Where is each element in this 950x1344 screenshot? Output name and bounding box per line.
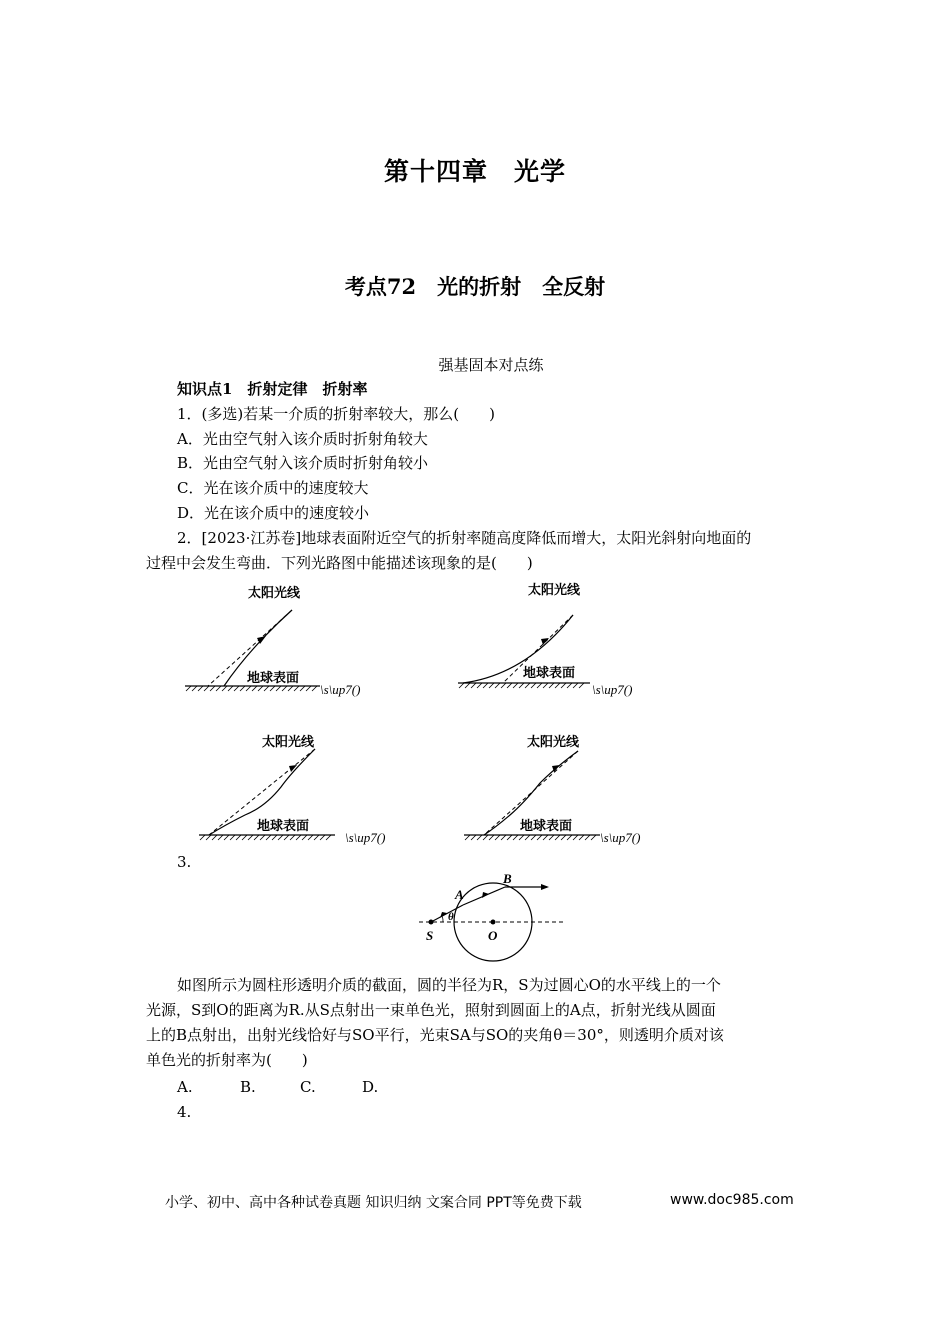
q1-option-b: B．光由空气射入该介质时折射角较小 [177,454,429,472]
q3-number: 3. [177,853,192,871]
label-a: A [455,887,464,902]
earth-surface-label: 地球表面 [257,819,310,834]
q2-option-c-placeholder: \s\up7() [345,830,386,845]
incident-ray [431,905,463,922]
q3-option-c: C. [300,1078,316,1096]
section-title: 强基固本对点练 [438,356,544,374]
q3-option-a: A. [177,1078,193,1096]
q1-option-d: D．光在该介质中的速度较小 [177,504,370,522]
topic-title: 考点72 光的折射 全反射 [344,274,606,299]
q1-option-c: C．光在该介质中的速度较大 [177,479,369,497]
label-b: B [503,872,512,886]
knowledge-point-heading: 知识点1 折射定律 折射率 [177,380,368,398]
q3-option-b: B. [240,1078,256,1096]
q2-stem-line1: 2．[2023·江苏卷]地球表面附近空气的折射率随高度降低而增大，太阳光斜射向地面的 [177,529,752,547]
sun-ray-label: 太阳光线 [527,735,580,750]
label-theta: θ [448,911,454,923]
sun-ray-label: 太阳光线 [248,586,301,601]
q2-diagram-b [455,575,605,690]
q2-diagram-a [180,578,330,693]
earth-surface-label: 地球表面 [520,819,573,834]
chapter-title: 第十四章 光学 [383,157,566,186]
q2-option-b-placeholder: \s\up7() [592,682,633,697]
sun-ray-label: 太阳光线 [262,735,315,750]
footer-text: 小学、初中、高中各种试卷真题 知识归纳 文案合同 PPT等免费下载 [165,1195,582,1211]
q2-option-d-placeholder: \s\up7() [600,830,641,845]
q3-circle-diagram [415,872,575,962]
q3-text-line1: 如图所示为圆柱形透明介质的截面，圆的半径为R，S为过圆心O的水平线上的一个 [177,976,721,994]
q3-option-d: D. [362,1078,379,1096]
q1-stem: 1．(多选)若某一介质的折射率较大，那么( ) [177,405,495,423]
q3-text-line2: 光源，S到O的距离为R.从S点射出一束单色光，照射到圆面上的A点，折射光线从圆面 [146,1001,716,1019]
earth-surface-label: 地球表面 [523,666,576,681]
center-point-o [491,920,496,925]
sun-ray-label: 太阳光线 [528,583,581,598]
label-o: O [488,928,498,943]
q2-diagram-c [195,727,345,842]
q3-text-line4: 单色光的折射率为( ) [146,1051,308,1069]
q2-diagram-d [460,727,610,842]
q2-stem-line2: 过程中会发生弯曲．下列光路图中能描述该现象的是( ) [146,554,533,572]
q1-option-a: A．光由空气射入该介质时折射角较大 [177,430,428,448]
q3-text-line3: 上的B点射出，出射光线恰好与SO平行，光束SA与SO的夹角θ＝30°，则透明介质对该 [146,1026,724,1044]
source-point-s [429,920,434,925]
label-s: S [426,928,434,943]
q4-number: 4. [177,1103,192,1121]
footer-url[interactable]: www.doc985.com [670,1192,794,1208]
earth-surface-label: 地球表面 [247,671,300,686]
q2-option-a-placeholder: \s\up7() [320,682,361,697]
